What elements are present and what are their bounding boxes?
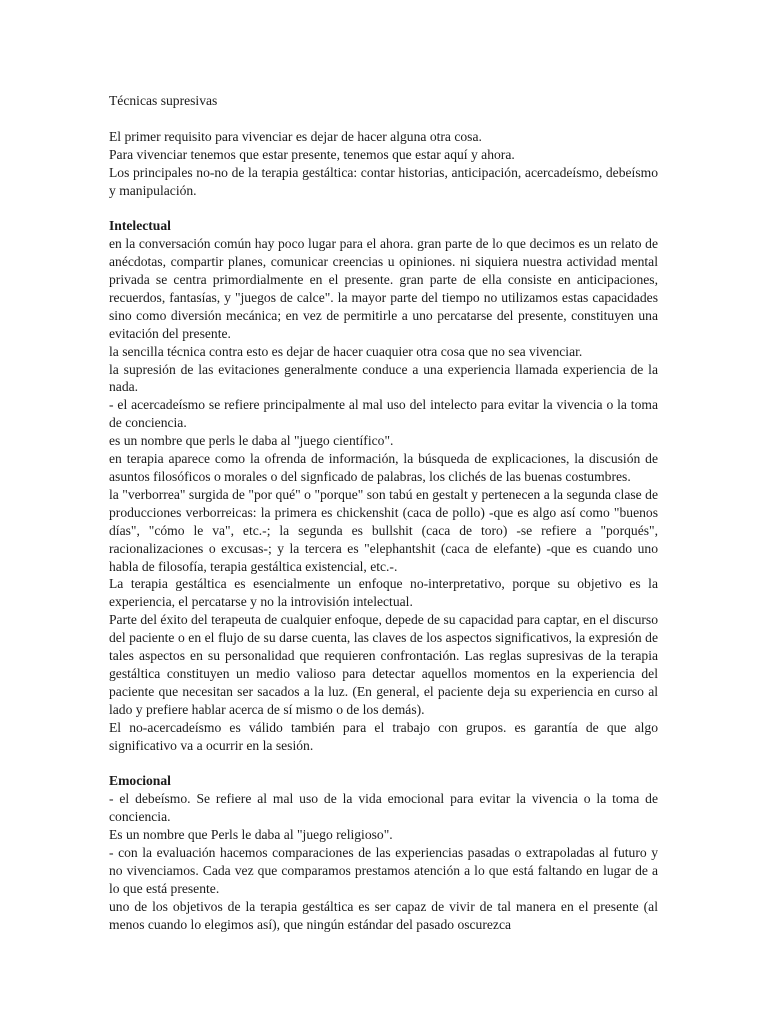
section-heading-emocional: Emocional	[109, 773, 171, 789]
body-paragraph: - el debeísmo. Se refiere al mal uso de la vida emocional para evitar la vivencia o la toma de conciencia.	[109, 791, 658, 825]
intro-paragraph: El primer requisito para vivenciar es dejar de hacer alguna otra cosa.	[109, 128, 482, 144]
body-paragraph: en terapia aparece como la ofrenda de información, la búsqueda de explicaciones, la discusión de asuntos filosóficos o morales o del signficado de palabras, los clichés de las buenas costumbres.	[109, 451, 658, 484]
body-paragraph: Es un nombre que Perls le daba al "juego religioso".	[109, 827, 393, 843]
body-paragraph: uno de los objetivos de la terapia gestáltica es ser capaz de vivir de tal manera en el presente (al menos cuando lo elegimos así), que ningún estándar del pasado oscurezca	[109, 898, 658, 932]
body-paragraph: en la conversación común hay poco lugar para el ahora. gran parte de lo que decimos es un relato de anécdotas, compartir planes, comunicar creencias u opiniones. ni siquiera nuestra actividad mental privada se centra primordialmente en el presente. gran parte de ella consiste en anticipaciones, recuerdos, fantasías, y "juegos de calce". la mayor parte del tiempo no utilizamos estas capacidades sino como diversión mecánica; en vez de permitirle a uno percatarse del presente, constituyen una evitación del presente.	[109, 236, 658, 341]
spacer	[109, 199, 658, 217]
body-paragraph: - el acercadeísmo se refiere principalmente al mal uso del intelecto para evitar la vivencia o la toma de conciencia.	[109, 397, 658, 431]
body-paragraph: - con la evaluación hacemos comparaciones de las experiencias pasadas o extrapoladas al futuro y no vivenciamos. Cada vez que comparamos prestamos atención a lo que está faltando en lugar de a lo que está presente.	[109, 845, 658, 896]
intro-paragraph: Para vivenciar tenemos que estar presente, tenemos que estar aquí y ahora.	[109, 146, 515, 162]
section-heading-intelectual: Intelectual	[109, 218, 171, 234]
body-paragraph: El no-acercadeísmo es válido también para el trabajo con grupos. es garantía de que algo significativo va a ocurrir en la sesión.	[109, 719, 658, 753]
body-paragraph: La terapia gestáltica es esencialmente un enfoque no-interpretativo, porque su objetivo es la experiencia, el percatarse y no la introvisión intelectual.	[109, 576, 658, 610]
spacer	[109, 755, 658, 773]
body-paragraph: la "verborrea" surgida de "por qué" o "porque" son tabú en gestalt y pertenecen a la segunda clase de producciones verborreicas: la primera es chickenshit (caca de pollo) -que es algo así como "buenos días", "cómo le va", etc.-; la segunda es bullshit (caca de toro) -se refiere a "porqués", racionalizaciones o excusas-; y la tercera es "elephantshit (caca de elefante) -que es cuando uno habla de filosofía, terapia gestáltica existencial, etc.-.	[109, 486, 658, 574]
body-paragraph: la supresión de las evitaciones generalmente conduce a una experiencia llamada experiencia de la nada.	[109, 361, 658, 395]
body-paragraph: la sencilla técnica contra esto es dejar de hacer cuaquier otra cosa que no sea vivenciar.	[109, 343, 583, 359]
body-paragraph: es un nombre que perls le daba al "juego científico".	[109, 433, 394, 449]
intro-paragraph: Los principales no-no de la terapia gestáltica: contar historias, anticipación, acercadeísmo, debeísmo y manipulación.	[109, 164, 658, 198]
document-page	[109, 92, 658, 934]
body-paragraph: Parte del éxito del terapeuta de cualquier enfoque, depede de su capacidad para captar, en el discurso del paciente o en el flujo de su darse cuenta, las claves de los aspectos significativos, la expresión de tales aspectos en su personalidad que requieren confrontación. Las reglas supresivas de la terapia gestáltica constituyen un medio valioso para detectar aquellos momentos en la experiencia del paciente que necesitan ser sacados a la luz. (En general, el paciente deja su experiencia en curso al lado y prefiere hablar acerca de sí mismo o de los demás).	[109, 612, 658, 717]
document-title: Técnicas supresivas	[109, 93, 218, 108]
